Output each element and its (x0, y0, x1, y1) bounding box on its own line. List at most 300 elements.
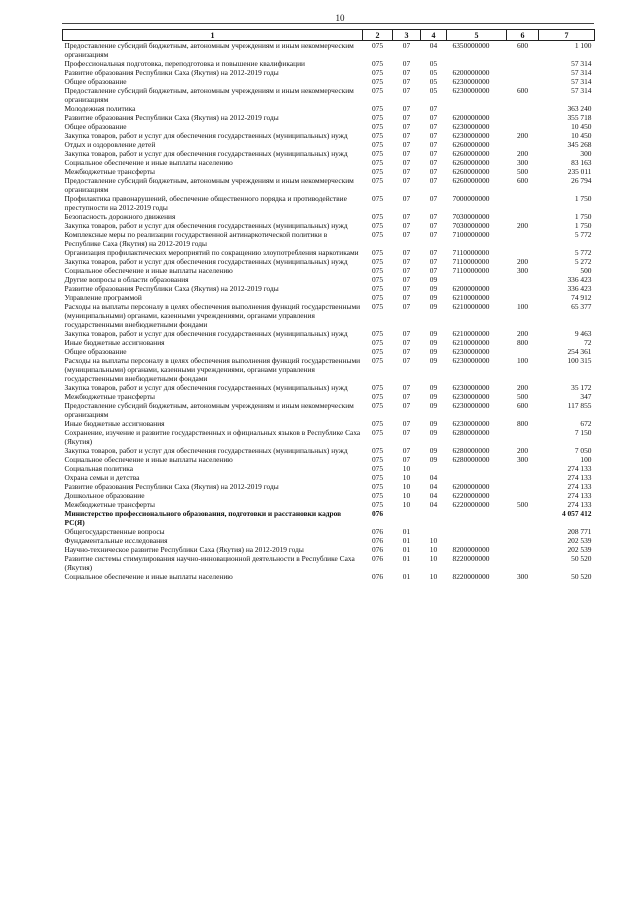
row-target-article-cell (447, 464, 507, 473)
row-subsection-cell: 10 (429, 554, 438, 563)
row-code-cell: 075 (371, 59, 384, 68)
row-code-cell: 075 (371, 113, 384, 122)
column-header: 6 (507, 30, 539, 41)
row-target-article-cell (447, 59, 507, 68)
row-code-cell: 076 (371, 545, 384, 554)
row-expense-type-cell: 500 (516, 392, 529, 401)
row-name-cell: Министерство профессионального образования, подготовки и расстановки кадров РС(Я) (64, 509, 342, 527)
row-section-cell: 07 (402, 275, 411, 284)
row-name-cell: Профессиональная подготовка, переподготовка и повышение квалификации (64, 59, 305, 68)
row-amount-cell: 7 050 (574, 446, 592, 455)
table-body (63, 41, 595, 582)
row-name-cell: Фундаментальные исследования (64, 536, 168, 545)
row-code-cell: 075 (371, 428, 384, 437)
table-row (63, 167, 595, 176)
row-code-cell: 076 (371, 536, 384, 545)
row-subsection-cell: 07 (429, 104, 438, 113)
row-amount-cell: 274 133 (567, 464, 592, 473)
row-subsection-cell: 05 (429, 68, 438, 77)
table-row (63, 212, 595, 221)
row-subsection-cell: 07 (429, 158, 438, 167)
row-amount-cell: 9 463 (574, 329, 592, 338)
table-row (63, 284, 595, 293)
table-row (63, 392, 595, 401)
row-subsection-cell (421, 527, 447, 536)
row-expense-type-cell: 600 (516, 41, 529, 50)
table-row (63, 221, 595, 230)
row-target-article-cell: 6200000000 (452, 482, 490, 491)
row-subsection-cell: 04 (429, 491, 438, 500)
row-amount-cell: 672 (580, 419, 592, 428)
row-name-cell: Предоставление субсидий бюджетным, автономным учреждениям и иным некоммерческим организациям (64, 401, 354, 419)
row-name-cell: Комплексные меры по реализации государственной антинаркотической политики в Республике Саха (Якутия) на 2012-2019 годы (64, 230, 328, 248)
table-row (63, 122, 595, 131)
row-subsection-cell: 10 (429, 536, 438, 545)
row-code-cell: 075 (371, 356, 384, 365)
row-subsection-cell: 09 (429, 446, 438, 455)
row-name-cell: Развитие образования Республики Саха (Якутия) на 2012-2019 годы (64, 113, 279, 122)
row-expense-type-cell (507, 230, 539, 248)
row-name-cell: Общее образование (64, 77, 127, 86)
row-section-cell: 10 (402, 464, 411, 473)
row-subsection-cell: 09 (429, 293, 438, 302)
row-code-cell: 075 (371, 473, 384, 482)
row-subsection-cell: 09 (429, 383, 438, 392)
row-section-cell: 07 (402, 77, 411, 86)
row-name-cell: Социальное обеспечение и иные выплаты населению (64, 455, 233, 464)
row-code-cell: 075 (371, 275, 384, 284)
row-code-cell: 076 (371, 509, 384, 518)
row-expense-type-cell (507, 536, 539, 545)
row-code-cell: 075 (371, 266, 384, 275)
row-section-cell: 07 (402, 419, 411, 428)
row-target-article-cell: 6200000000 (452, 113, 490, 122)
row-amount-cell: 1 750 (574, 212, 592, 221)
row-subsection-cell: 04 (429, 482, 438, 491)
row-target-article-cell: 6260000000 (452, 149, 490, 158)
row-code-cell: 075 (371, 329, 384, 338)
row-expense-type-cell (507, 113, 539, 122)
row-section-cell: 01 (402, 545, 411, 554)
row-code-cell: 075 (371, 131, 384, 140)
row-subsection-cell: 07 (429, 212, 438, 221)
row-subsection-cell: 07 (429, 221, 438, 230)
row-subsection-cell: 05 (429, 86, 438, 95)
row-amount-cell: 7 150 (574, 428, 592, 437)
row-amount-cell: 500 (580, 266, 592, 275)
row-expense-type-cell: 800 (516, 338, 529, 347)
row-subsection-cell: 07 (429, 230, 438, 239)
row-name-cell: Социальное обеспечение и иные выплаты населению (64, 158, 233, 167)
row-name-cell: Общегосударственные вопросы (64, 527, 165, 536)
row-amount-cell: 355 718 (567, 113, 592, 122)
row-section-cell: 07 (402, 131, 411, 140)
row-code-cell: 075 (371, 176, 384, 185)
row-section-cell: 07 (402, 113, 411, 122)
row-target-article-cell: 7030000000 (452, 221, 490, 230)
row-target-article-cell: 6230000000 (452, 383, 490, 392)
row-amount-cell: 274 133 (567, 491, 592, 500)
row-code-cell: 075 (371, 104, 384, 113)
row-subsection-cell: 07 (429, 122, 438, 131)
row-target-article-cell: 6280000000 (452, 455, 490, 464)
row-amount-cell: 65 377 (571, 302, 592, 311)
row-amount-cell: 363 240 (567, 104, 592, 113)
row-name-cell: Закупка товаров, работ и услуг для обеспечения государственных (муниципальных) нужд (64, 221, 348, 230)
row-amount-cell: 117 855 (567, 401, 592, 410)
row-amount-cell: 50 520 (571, 572, 592, 581)
row-name-cell: Молодежная политика (64, 104, 136, 113)
row-code-cell: 075 (371, 149, 384, 158)
table-row (63, 158, 595, 167)
row-target-article-cell: 6230000000 (452, 131, 490, 140)
row-section-cell: 07 (402, 248, 411, 257)
row-subsection-cell: 07 (429, 140, 438, 149)
row-subsection-cell: 07 (429, 194, 438, 203)
row-expense-type-cell (507, 275, 539, 284)
table-row (63, 257, 595, 266)
column-header: 5 (447, 30, 507, 41)
table-row (63, 41, 595, 60)
table-row (63, 500, 595, 509)
row-section-cell: 07 (402, 176, 411, 185)
row-subsection-cell: 07 (429, 167, 438, 176)
table-row (63, 59, 595, 68)
row-name-cell: Иные бюджетные ассигнования (64, 419, 165, 428)
row-expense-type-cell: 200 (516, 446, 529, 455)
row-expense-type-cell (507, 59, 539, 68)
row-code-cell: 075 (371, 41, 384, 50)
row-code-cell: 075 (371, 392, 384, 401)
row-code-cell: 076 (371, 527, 384, 536)
row-amount-cell: 274 133 (567, 500, 592, 509)
row-name-cell: Закупка товаров, работ и услуг для обеспечения государственных (муниципальных) нужд (64, 257, 348, 266)
row-amount-cell: 10 450 (571, 122, 592, 131)
row-target-article-cell: 7030000000 (452, 212, 490, 221)
row-code-cell: 075 (371, 284, 384, 293)
row-name-cell: Предоставление субсидий бюджетным, автономным учреждениям и иным некоммерческим организациям (64, 86, 354, 104)
row-section-cell: 10 (402, 491, 411, 500)
row-amount-cell: 26 794 (571, 176, 592, 185)
row-expense-type-cell (507, 527, 539, 536)
row-target-article-cell: 6230000000 (452, 86, 490, 95)
row-name-cell: Закупка товаров, работ и услуг для обеспечения государственных (муниципальных) нужд (64, 131, 348, 140)
row-subsection-cell: 09 (429, 419, 438, 428)
row-expense-type-cell (507, 545, 539, 554)
row-target-article-cell: 6220000000 (452, 500, 490, 509)
table-row (63, 104, 595, 113)
row-section-cell: 07 (402, 383, 411, 392)
row-code-cell: 075 (371, 293, 384, 302)
table-row (63, 428, 595, 446)
row-expense-type-cell (507, 509, 539, 527)
page-number: 10 (335, 13, 345, 23)
row-subsection-cell: 07 (429, 257, 438, 266)
row-target-article-cell: 6200000000 (452, 68, 490, 77)
row-expense-type-cell (507, 554, 539, 572)
row-amount-cell: 57 314 (571, 77, 592, 86)
row-section-cell: 07 (402, 446, 411, 455)
table-row (63, 131, 595, 140)
row-section-cell: 07 (402, 221, 411, 230)
row-subsection-cell: 09 (429, 302, 438, 311)
row-code-cell: 075 (371, 248, 384, 257)
row-amount-cell: 72 (584, 338, 592, 347)
column-header: 7 (539, 30, 595, 41)
row-expense-type-cell (507, 491, 539, 500)
row-amount-cell: 50 520 (571, 554, 592, 563)
row-section-cell: 01 (402, 572, 411, 581)
row-subsection-cell: 09 (429, 284, 438, 293)
row-code-cell: 075 (371, 86, 384, 95)
row-target-article-cell: 7110000000 (452, 257, 490, 266)
row-target-article-cell: 6230000000 (452, 77, 490, 86)
row-section-cell: 07 (402, 455, 411, 464)
row-name-cell: Межбюджетные трансферты (64, 500, 155, 509)
row-expense-type-cell: 300 (516, 455, 529, 464)
row-section-cell: 07 (402, 167, 411, 176)
row-expense-type-cell: 600 (516, 401, 529, 410)
row-section-cell (393, 509, 421, 527)
row-target-article-cell: 7000000000 (452, 194, 490, 203)
table-row (63, 356, 595, 383)
row-code-cell: 075 (371, 491, 384, 500)
row-subsection-cell: 05 (429, 59, 438, 68)
row-name-cell: Социальная политика (64, 464, 134, 473)
row-section-cell: 07 (402, 329, 411, 338)
row-code-cell: 075 (371, 464, 384, 473)
row-target-article-cell: 8200000000 (452, 545, 490, 554)
table-row (63, 545, 595, 554)
row-amount-cell: 336 423 (567, 275, 592, 284)
row-code-cell: 075 (371, 167, 384, 176)
row-section-cell: 07 (402, 140, 411, 149)
row-subsection-cell: 09 (429, 356, 438, 365)
table-row (63, 275, 595, 284)
table-header-row (63, 30, 595, 41)
row-expense-type-cell (507, 122, 539, 131)
row-subsection-cell: 04 (429, 500, 438, 509)
row-subsection-cell: 10 (429, 572, 438, 581)
row-amount-cell: 1 100 (574, 41, 592, 50)
row-code-cell: 075 (371, 221, 384, 230)
row-amount-cell: 1 750 (574, 194, 592, 203)
row-target-article-cell: 7110000000 (452, 248, 490, 257)
row-section-cell: 07 (402, 158, 411, 167)
table-row (63, 194, 595, 212)
table-row (63, 266, 595, 275)
row-expense-type-cell: 300 (516, 572, 529, 581)
row-code-cell: 075 (371, 77, 384, 86)
row-section-cell: 07 (402, 230, 411, 239)
row-name-cell: Межбюджетные трансферты (64, 167, 155, 176)
row-name-cell: Расходы на выплаты персоналу в целях обеспечения выполнения функций государственными (муниципальными) органами, казенными учреждениями, органами управления государственными внебюджетными фондами (64, 356, 361, 383)
row-target-article-cell: 6260000000 (452, 158, 490, 167)
row-expense-type-cell (507, 212, 539, 221)
table-row (63, 473, 595, 482)
row-code-cell: 075 (371, 455, 384, 464)
row-amount-cell: 300 (580, 149, 592, 158)
row-subsection-cell: 07 (429, 113, 438, 122)
row-amount-cell: 74 912 (571, 293, 592, 302)
row-name-cell: Отдых и оздоровление детей (64, 140, 156, 149)
row-section-cell: 07 (402, 302, 411, 311)
row-expense-type-cell: 500 (516, 167, 529, 176)
row-amount-cell: 100 (580, 455, 592, 464)
row-name-cell: Закупка товаров, работ и услуг для обеспечения государственных (муниципальных) нужд (64, 149, 348, 158)
row-amount-cell: 235 011 (567, 167, 592, 176)
table-row (63, 509, 595, 527)
row-expense-type-cell (507, 68, 539, 77)
row-expense-type-cell: 300 (516, 158, 529, 167)
table-row (63, 536, 595, 545)
row-subsection-cell: 07 (429, 266, 438, 275)
row-subsection-cell: 09 (429, 329, 438, 338)
top-rule (62, 23, 594, 24)
row-name-cell: Социальное обеспечение и иные выплаты населению (64, 266, 233, 275)
row-expense-type-cell (507, 284, 539, 293)
row-target-article-cell: 6230000000 (452, 419, 490, 428)
row-expense-type-cell: 200 (516, 221, 529, 230)
row-code-cell: 075 (371, 140, 384, 149)
row-subsection-cell: 09 (429, 347, 438, 356)
budget-table (62, 29, 595, 581)
row-code-cell: 075 (371, 338, 384, 347)
row-target-article-cell: 7110000000 (452, 266, 490, 275)
row-name-cell: Профилактика правонарушений, обеспечение общественного порядка и противодействие преступности на 2012-2019 годы (64, 194, 347, 212)
budget-table-container (62, 29, 594, 581)
row-code-cell: 075 (371, 230, 384, 239)
table-row (63, 446, 595, 455)
row-expense-type-cell: 200 (516, 257, 529, 266)
row-name-cell: Социальное обеспечение и иные выплаты населению (64, 572, 233, 581)
row-amount-cell: 5 772 (574, 230, 592, 239)
row-amount-cell: 254 361 (567, 347, 592, 356)
row-section-cell: 07 (402, 293, 411, 302)
row-code-cell: 075 (371, 302, 384, 311)
row-code-cell: 076 (371, 554, 384, 563)
row-amount-cell: 208 771 (567, 527, 592, 536)
row-name-cell: Закупка товаров, работ и услуг для обеспечения государственных (муниципальных) нужд (64, 446, 348, 455)
row-amount-cell: 57 314 (571, 68, 592, 77)
row-expense-type-cell (507, 104, 539, 113)
row-amount-cell: 336 423 (567, 284, 592, 293)
table-row (63, 554, 595, 572)
row-expense-type-cell (507, 248, 539, 257)
row-name-cell: Развитие образования Республики Саха (Якутия) на 2012-2019 годы (64, 482, 279, 491)
table-row (63, 86, 595, 104)
row-expense-type-cell (507, 464, 539, 473)
row-name-cell: Закупка товаров, работ и услуг для обеспечения государственных (муниципальных) нужд (64, 383, 348, 392)
row-section-cell: 07 (402, 284, 411, 293)
row-name-cell: Развитие системы стимулирования научно-инновационной деятельности в Республике Саха (Якутия) (64, 554, 355, 572)
table-row (63, 347, 595, 356)
row-target-article-cell (447, 536, 507, 545)
row-section-cell: 07 (402, 86, 411, 95)
row-expense-type-cell: 100 (516, 356, 529, 365)
row-subsection-cell: 09 (429, 401, 438, 410)
row-expense-type-cell: 200 (516, 149, 529, 158)
table-row (63, 230, 595, 248)
row-name-cell: Иные бюджетные ассигнования (64, 338, 165, 347)
row-expense-type-cell (507, 194, 539, 212)
row-code-cell: 075 (371, 257, 384, 266)
row-section-cell: 10 (402, 500, 411, 509)
row-section-cell: 01 (402, 527, 411, 536)
row-target-article-cell: 6210000000 (452, 293, 490, 302)
table-row (63, 419, 595, 428)
row-subsection-cell: 09 (429, 338, 438, 347)
table-row (63, 329, 595, 338)
row-section-cell: 07 (402, 104, 411, 113)
row-code-cell: 075 (371, 500, 384, 509)
row-target-article-cell: 6210000000 (452, 302, 490, 311)
row-target-article-cell: 6230000000 (452, 392, 490, 401)
row-amount-cell: 5 272 (574, 257, 592, 266)
row-expense-type-cell: 200 (516, 131, 529, 140)
row-name-cell: Управление программой (64, 293, 142, 302)
column-header: 2 (363, 30, 393, 41)
row-section-cell: 07 (402, 401, 411, 410)
row-amount-cell: 274 133 (567, 473, 592, 482)
row-target-article-cell (447, 275, 507, 284)
row-code-cell: 076 (371, 572, 384, 581)
row-code-cell: 075 (371, 122, 384, 131)
row-subsection-cell: 09 (429, 275, 438, 284)
row-name-cell: Дошкольное образование (64, 491, 145, 500)
column-header: 3 (393, 30, 421, 41)
row-target-article-cell (447, 527, 507, 536)
row-amount-cell: 274 133 (567, 482, 592, 491)
row-name-cell: Предоставление субсидий бюджетным, автономным учреждениям и иным некоммерческим организациям (64, 176, 354, 194)
table-row (63, 140, 595, 149)
row-target-article-cell (447, 509, 507, 527)
row-code-cell: 075 (371, 212, 384, 221)
row-subsection-cell (421, 509, 447, 527)
row-expense-type-cell: 500 (516, 500, 529, 509)
row-expense-type-cell (507, 473, 539, 482)
row-name-cell: Научно-техническое развитие Республики Саха (Якутия) на 2012-2019 годы (64, 545, 304, 554)
row-target-article-cell: 6350000000 (452, 41, 490, 50)
row-section-cell: 07 (402, 122, 411, 131)
row-name-cell: Другие вопросы в области образования (64, 275, 189, 284)
row-name-cell: Общее образование (64, 122, 127, 131)
row-section-cell: 10 (402, 473, 411, 482)
column-header: 1 (63, 30, 363, 41)
row-code-cell: 075 (371, 482, 384, 491)
row-target-article-cell: 6260000000 (452, 140, 490, 149)
row-target-article-cell (447, 104, 507, 113)
row-amount-cell: 100 315 (567, 356, 592, 365)
row-amount-cell: 202 539 (567, 536, 592, 545)
row-code-cell: 075 (371, 158, 384, 167)
row-name-cell: Сохранение, изучение и развитие государственных и официальных языков в Республике Саха (Якутия) (64, 428, 361, 446)
table-row (63, 113, 595, 122)
row-name-cell: Расходы на выплаты персоналу в целях обеспечения выполнения функций государственными (муниципальными) органами, казенными учреждениями, органами управления государственными внебюджетными фондами (64, 302, 361, 329)
row-expense-type-cell (507, 140, 539, 149)
row-code-cell: 075 (371, 383, 384, 392)
row-subsection-cell: 04 (429, 473, 438, 482)
table-row (63, 176, 595, 194)
table-row (63, 68, 595, 77)
row-subsection-cell: 09 (429, 455, 438, 464)
row-section-cell: 07 (402, 68, 411, 77)
table-row (63, 338, 595, 347)
row-subsection-cell: 05 (429, 77, 438, 86)
row-expense-type-cell (507, 347, 539, 356)
row-target-article-cell: 6260000000 (452, 176, 490, 185)
row-section-cell: 07 (402, 266, 411, 275)
